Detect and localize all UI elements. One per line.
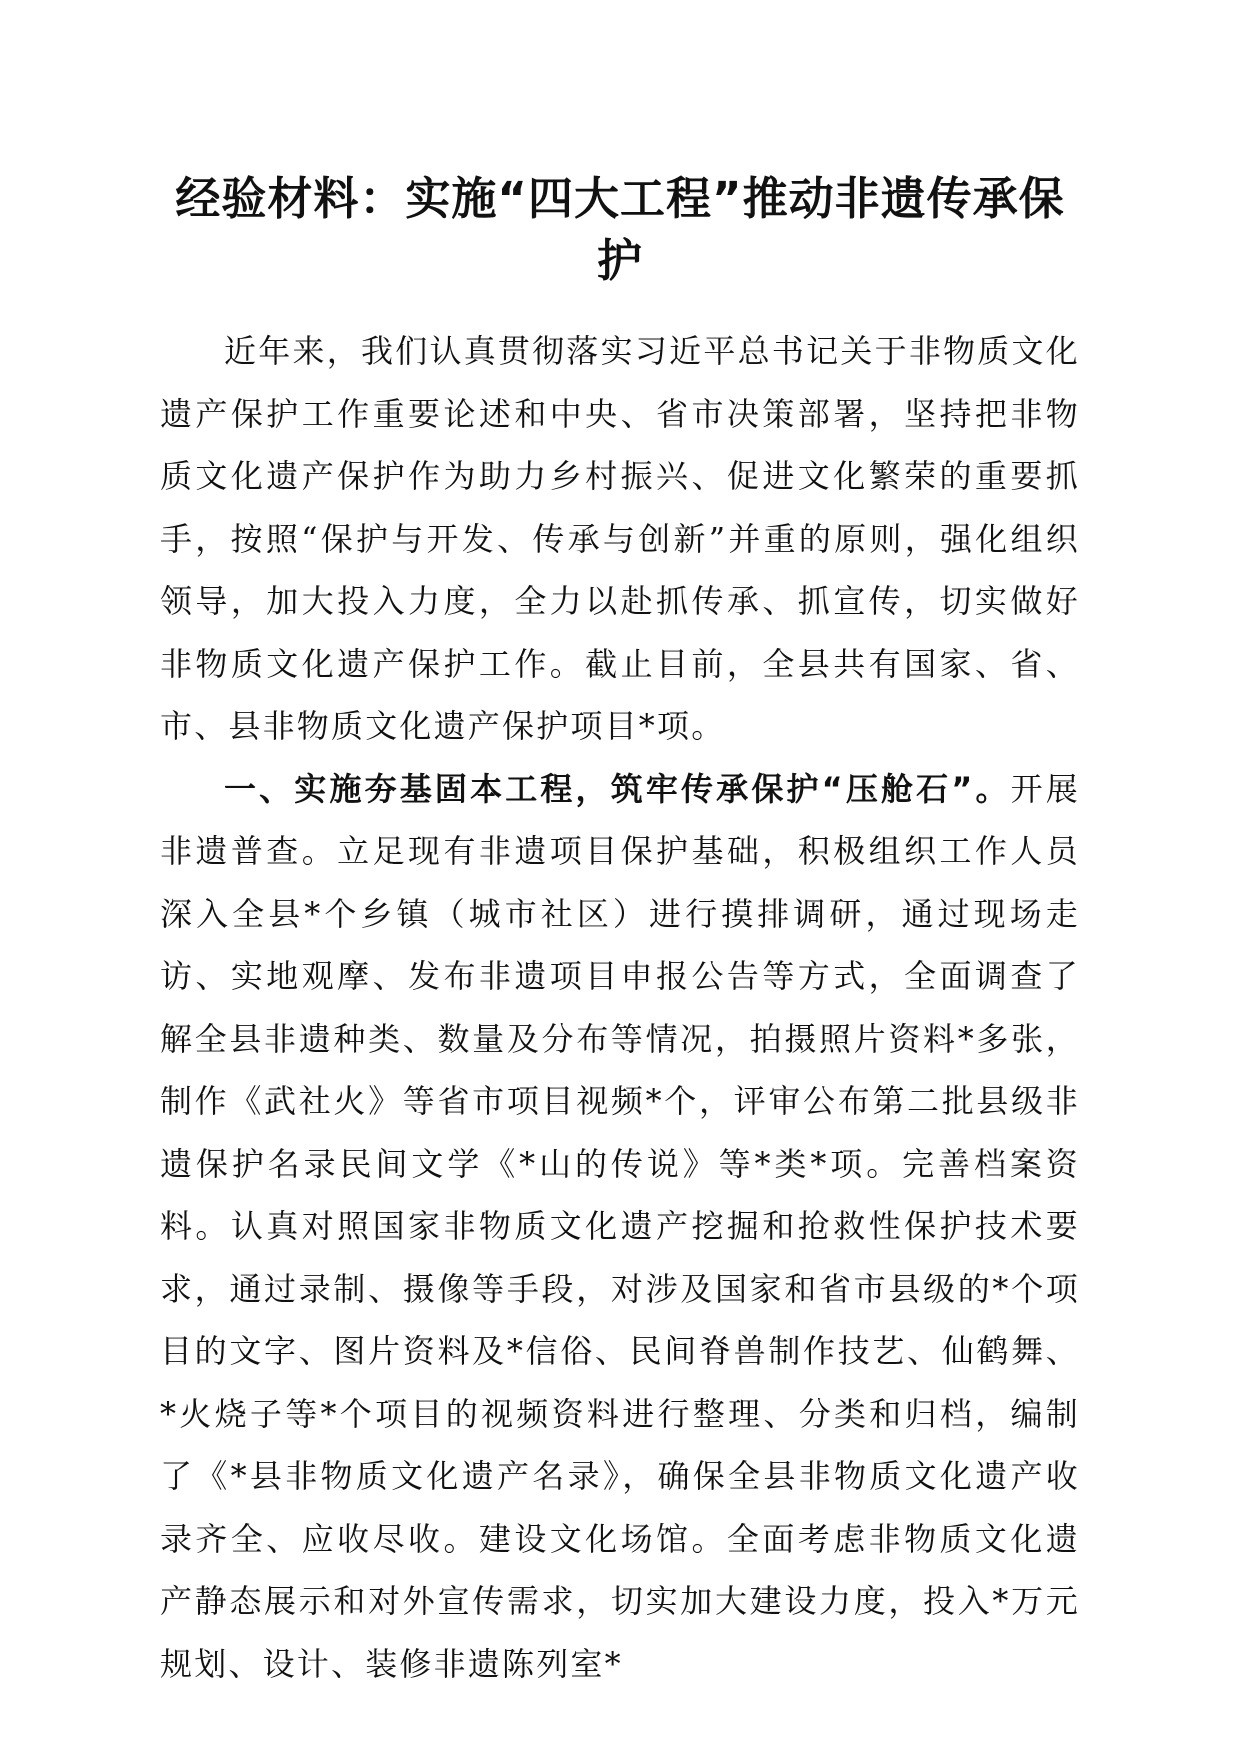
intro-paragraph: 近年来，我们认真贯彻落实习近平总书记关于非物质文化遗产保护工作重要论述和中央、省市决策部署，坚持把非物质文化遗产保护作为助力乡村振兴、促进文化繁荣的重要抓手，按照“保护与开发、传承与创新”并重的原则，强化组织领导，加大投入力度，全力以赴抓传承、抓宣传，切实做好非物质文化遗产保护工作。截止目前，全县共有国家、省、市、县非物质文化遗产保护项目*项。 [160,332,1080,745]
section-1-paragraph [160,758,1080,1696]
document-body [160,320,1080,1695]
document-title [150,168,1090,292]
title-line-1: 经验材料：实施“四大工程”推动非遗传承保 [175,172,1065,225]
title-line-2: 护 [596,234,643,287]
section-1-body: 开展非遗普查。立足现有非遗项目保护基础，积极组织工作人员深入全县*个乡镇（城市社区）进行摸排调研，通过现场走访、实地观摩、发布非遗项目申报公告等方式，全面调查了解全县非遗种类、数量及分布等情况，拍摄照片资料*多张，制作《武社火》等省市项目视频*个，评审公布第二批县级非遗保护名录民间文学《*山的传说》等*类*项。完善档案资料。认真对照国家非物质文化遗产挖掘和抢救性保护技术要求，通过录制、摄像等手段，对涉及国家和省市县级的*个项目的文字、图片资料及*信俗、民间脊兽制作技艺、仙鹤舞、*火烧子等*个项目的视频资料进行整理、分类和归档，编制了《*县非物质文化遗产名录》，确保全县非物质文化遗产收录齐全、应收尽收。建设文化场馆。全面考虑非物质文化遗产静态展示和对外宣传需求，切实加大建设力度，投入*万元规划、设计、装修非遗陈列室* [160,769,1080,1683]
section-1-heading: 一、实施夯基固本工程，筑牢传承保护“压舱石”。 [224,769,1011,808]
